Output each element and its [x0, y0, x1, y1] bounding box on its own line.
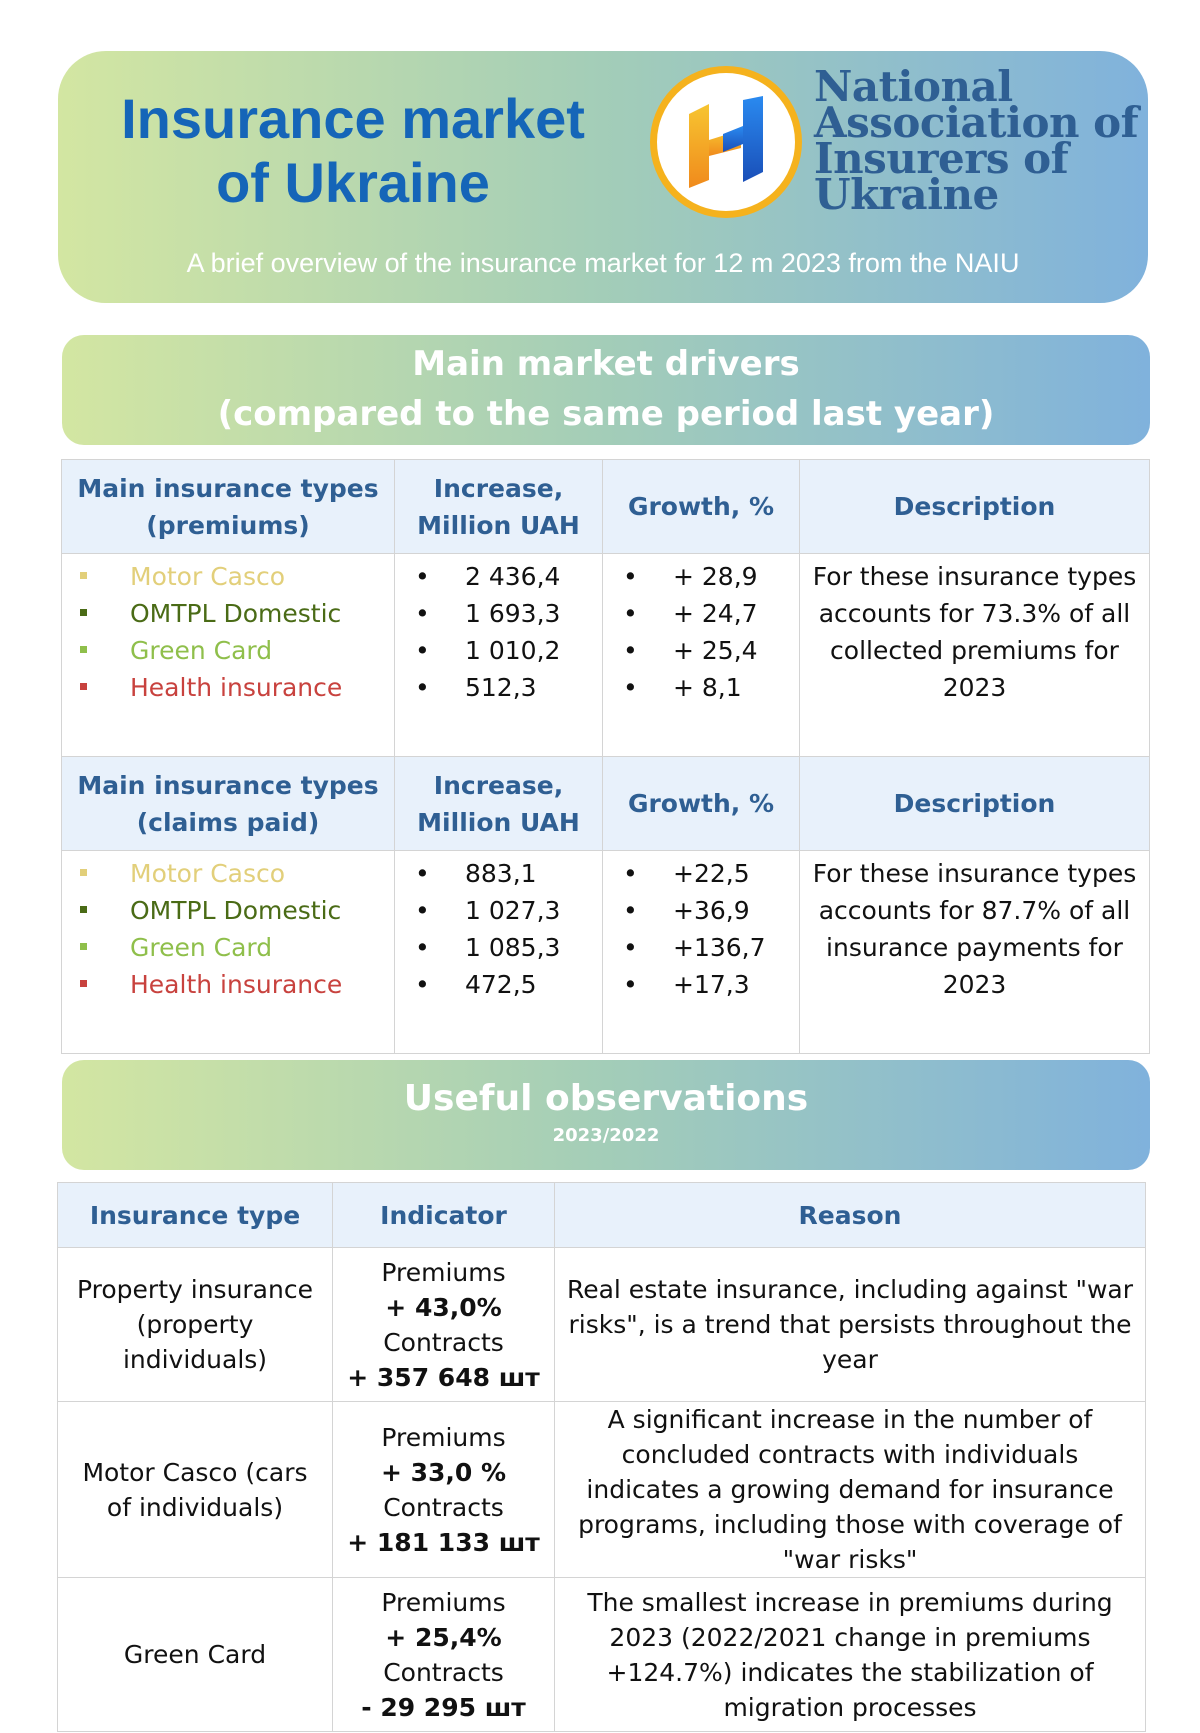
- insurance-type-cell: Motor Casco (cars of individuals): [58, 1402, 333, 1578]
- table-row: [58, 1402, 1146, 1578]
- list-item: [80, 929, 394, 966]
- reason-cell: A significant increase in the number of concluded contracts with individuals indicates a growing demand for insurance programs, including those with coverage of "war risks": [555, 1402, 1146, 1578]
- observations-table: [57, 1182, 1146, 1732]
- list-item: • +22,5: [623, 855, 799, 892]
- premiums-value: [343, 1290, 544, 1325]
- drivers-heading: Main market drivers: [412, 344, 800, 384]
- column-header: Growth, %: [603, 460, 800, 554]
- premiums-row: [62, 554, 1150, 757]
- list-item: • 1 010,2: [415, 632, 602, 669]
- type-label: Health insurance: [130, 970, 343, 999]
- contracts-label: Contracts: [383, 1492, 504, 1522]
- list-item: [80, 558, 394, 595]
- claims-growth-cell: [603, 851, 800, 1054]
- premiums-label: Premiums: [381, 1257, 506, 1287]
- legend-square-icon: [80, 869, 87, 876]
- contracts-value-text: - 29 295 шт: [361, 1692, 526, 1722]
- column-header: Description: [800, 757, 1150, 851]
- list-item: • 1 085,3: [415, 929, 602, 966]
- premiums-types-cell: [62, 554, 395, 757]
- contracts-value: [343, 1525, 544, 1560]
- premiums-header-row: [62, 460, 1150, 554]
- type-label: Motor Casco: [130, 562, 286, 591]
- type-label: Health insurance: [130, 673, 343, 702]
- page-title-line2: of Ukraine: [216, 151, 490, 214]
- reason-cell: Real estate insurance, including against "war risks", is a trend that persists throughout the year: [555, 1248, 1146, 1402]
- drivers-subheading: (compared to the same period last year): [217, 394, 995, 434]
- insurance-type-cell: Green Card: [58, 1578, 333, 1732]
- column-header: Increase, Million UAH: [395, 460, 603, 554]
- observations-banner: [62, 1060, 1150, 1170]
- list-item: • 2 436,4: [415, 558, 602, 595]
- legend-square-icon: [80, 906, 87, 913]
- insurance-type-cell: Property insurance (property individuals): [58, 1248, 333, 1402]
- drivers-table: [61, 459, 1150, 1054]
- list-item: • 472,5: [415, 966, 602, 1003]
- column-header: Description: [800, 460, 1150, 554]
- observations-heading: Useful observations: [403, 1078, 809, 1119]
- observations-subheading: 2023/2022: [552, 1125, 660, 1146]
- premiums-growth-cell: [603, 554, 800, 757]
- premiums-value-text: + 33,0 %: [380, 1457, 507, 1487]
- contracts-value: [343, 1360, 544, 1395]
- column-header: Growth, %: [603, 757, 800, 851]
- page-subtitle: A brief overview of the insurance market for 12 m 2023 from the NAIU: [186, 248, 1020, 278]
- table-row: [58, 1248, 1146, 1402]
- premiums-value-text: + 25,4%: [385, 1622, 502, 1652]
- contracts-label: Contracts: [383, 1327, 504, 1357]
- premiums-value: [343, 1620, 544, 1655]
- claims-description-cell: For these insurance types accounts for 87.7% of all insurance payments for 2023: [800, 851, 1150, 1054]
- list-item: • + 25,4: [623, 632, 799, 669]
- contracts-value-text: + 181 133 шт: [347, 1527, 540, 1557]
- type-label: Green Card: [130, 636, 273, 665]
- premiums-label: Premiums: [381, 1422, 506, 1452]
- list-item: • + 8,1: [623, 669, 799, 706]
- page-title: [118, 87, 588, 215]
- naiu-logo-icon: [650, 66, 802, 218]
- list-item: [80, 966, 394, 1003]
- header-banner: [58, 51, 1148, 303]
- page-title-line1: Insurance market: [121, 87, 585, 150]
- list-item: • + 28,9: [623, 558, 799, 595]
- list-item: [80, 855, 394, 892]
- premiums-value-text: + 43,0%: [385, 1292, 502, 1322]
- premiums-description-cell: For these insurance types accounts for 73.3% of all collected premiums for 2023: [800, 554, 1150, 757]
- premiums-value: [343, 1455, 544, 1490]
- list-item: • 512,3: [415, 669, 602, 706]
- column-header: Main insurance types (premiums): [62, 460, 395, 554]
- indicator-cell: [333, 1578, 555, 1732]
- legend-square-icon: [80, 943, 87, 950]
- list-item: [80, 892, 394, 929]
- list-item: • +36,9: [623, 892, 799, 929]
- legend-square-icon: [80, 572, 87, 579]
- legend-square-icon: [80, 683, 87, 690]
- type-label: Green Card: [130, 933, 273, 962]
- legend-square-icon: [80, 609, 87, 616]
- contracts-value: [343, 1690, 544, 1725]
- premiums-label: Premiums: [381, 1587, 506, 1617]
- list-item: • + 24,7: [623, 595, 799, 632]
- claims-header-row: [62, 757, 1150, 851]
- claims-increase-cell: [395, 851, 603, 1054]
- column-header: Indicator: [333, 1183, 555, 1248]
- list-item: [80, 595, 394, 632]
- column-header: Main insurance types (claims paid): [62, 757, 395, 851]
- indicator-cell: [333, 1248, 555, 1402]
- list-item: • +17,3: [623, 966, 799, 1003]
- list-item: [80, 669, 394, 706]
- legend-square-icon: [80, 646, 87, 653]
- contracts-value-text: + 357 648 шт: [347, 1362, 540, 1392]
- claims-row: [62, 851, 1150, 1054]
- column-header: Increase, Million UAH: [395, 757, 603, 851]
- column-header: Insurance type: [58, 1183, 333, 1248]
- list-item: • +136,7: [623, 929, 799, 966]
- list-item: [80, 632, 394, 669]
- observations-header-row: [58, 1183, 1146, 1248]
- list-item: • 1 693,3: [415, 595, 602, 632]
- premiums-increase-cell: [395, 554, 603, 757]
- table-row: [58, 1578, 1146, 1732]
- contracts-label: Contracts: [383, 1657, 504, 1687]
- type-label: Motor Casco: [130, 859, 286, 888]
- column-header: Reason: [555, 1183, 1146, 1248]
- organization-name: National Association of Insurers of Ukraine: [814, 62, 1139, 219]
- type-label: OMTPL Domestic: [130, 599, 342, 628]
- type-label: OMTPL Domestic: [130, 896, 342, 925]
- legend-square-icon: [80, 980, 87, 987]
- list-item: • 883,1: [415, 855, 602, 892]
- drivers-banner: [62, 335, 1150, 445]
- reason-cell: The smallest increase in premiums during 2023 (2022/2021 change in premiums +124.7%) indicates the stabilization of migration processes: [555, 1578, 1146, 1732]
- list-item: • 1 027,3: [415, 892, 602, 929]
- claims-types-cell: [62, 851, 395, 1054]
- indicator-cell: [333, 1402, 555, 1578]
